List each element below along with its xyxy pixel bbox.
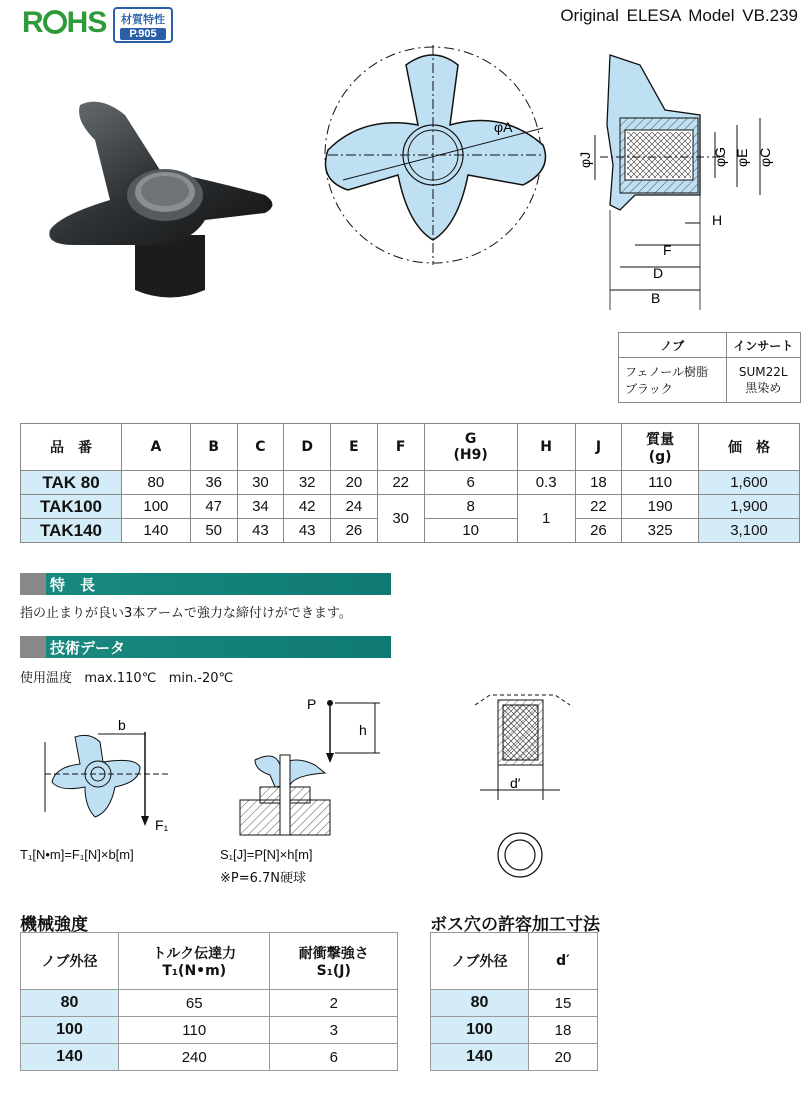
dim-phiC: φC [757, 147, 773, 167]
mat-header-knob: ノブ [619, 333, 727, 358]
impact-note: ※P=6.7N硬球 [220, 871, 307, 886]
col-G: G (H9) [424, 424, 517, 471]
col-D: D [284, 424, 331, 471]
strength-table [20, 932, 398, 1071]
dim-phiJ: φJ [577, 151, 593, 168]
temperature-line: 使用温度 max.110℃ min.-20℃ [20, 671, 234, 686]
material-page: P.905 [120, 28, 166, 40]
col-H: H [517, 424, 575, 471]
dim-phiG: φG [712, 147, 728, 167]
strength-title: 機械強度 [20, 915, 88, 935]
torque-formula: T₁[N•m]=F₁[N]×b[m] [20, 847, 134, 862]
table-row: 100 18 [431, 1017, 598, 1044]
col-knob-diameter: ノブ外径 [21, 933, 119, 990]
dim-D: D [653, 265, 664, 281]
spec-header-row [21, 424, 800, 471]
dim-B: B [651, 290, 661, 306]
boss-table [430, 932, 598, 1071]
tech-section-bar [20, 636, 391, 658]
product-photo [40, 95, 280, 315]
table-row: 80 15 [431, 990, 598, 1017]
material-table [618, 332, 801, 403]
mat-knob-cell: フェノール樹脂 ブラック [619, 358, 727, 403]
mat-header-insert: インサート [726, 333, 800, 358]
col-F: F [377, 424, 424, 471]
dim-H: H [712, 212, 723, 228]
dim-phiA: φA [494, 119, 513, 135]
fig-P: P [307, 696, 317, 712]
torque-diagram [40, 712, 190, 837]
features-title: 特 長 [50, 576, 96, 594]
col-torque: トルク伝達力 T₁(N•m) [119, 933, 270, 990]
fig-d: d′ [510, 775, 521, 791]
impact-diagram [235, 695, 385, 840]
col-part: 品 番 [21, 424, 122, 471]
dim-F: F [663, 242, 672, 258]
col-B: B [190, 424, 237, 471]
tech-title: 技術データ [50, 639, 126, 657]
material-label: 材質特性 [121, 13, 165, 26]
fig-h: h [359, 722, 367, 738]
model-title: Original ELESA Model VB.239 [560, 6, 798, 25]
table-row: 80 65 2 [21, 990, 398, 1017]
boss-title: ボス穴の許容加工寸法 [430, 915, 600, 935]
table-row: 140 20 [431, 1044, 598, 1071]
col-J: J [575, 424, 622, 471]
col-mass: 質量 (g) [622, 424, 699, 471]
material-characteristics-badge[interactable] [113, 7, 173, 43]
fig-b: b [118, 717, 126, 733]
col-price: 価 格 [699, 424, 800, 471]
fig-F1: F₁ [155, 817, 169, 833]
col-d-prime: d′ [529, 933, 598, 990]
dim-phiE: φE [734, 148, 750, 167]
boss-hole-diagram [460, 690, 580, 890]
col-impact: 耐衝撃強さ S₁(J) [270, 933, 398, 990]
col-C: C [237, 424, 284, 471]
col-A: A [122, 424, 191, 471]
rohs-logo: R HS [22, 6, 107, 39]
col-knob-diameter: ノブ外径 [431, 933, 529, 990]
spec-table [20, 423, 800, 543]
features-section-bar [20, 573, 391, 595]
table-row: TAK100 100 47 34 42 24 30 8 1 22 190 1,900 [21, 495, 800, 519]
side-section-drawing [565, 45, 805, 325]
features-text: 指の止まりが良い3本アームで強力な締付けができます。 [20, 606, 352, 621]
table-row: TAK 80 80 36 30 32 20 22 6 0.3 18 110 1,600 [21, 471, 800, 495]
impact-formula: S₁[J]=P[N]×h[m] [220, 847, 313, 862]
table-row: 140 240 6 [21, 1044, 398, 1071]
col-E: E [331, 424, 378, 471]
table-row: 100 110 3 [21, 1017, 398, 1044]
mat-insert-cell: SUM22L 黒染め [726, 358, 800, 403]
table-row: TAK140 140 50 43 43 26 10 26 325 3,100 [21, 519, 800, 543]
front-view-drawing [318, 40, 558, 280]
